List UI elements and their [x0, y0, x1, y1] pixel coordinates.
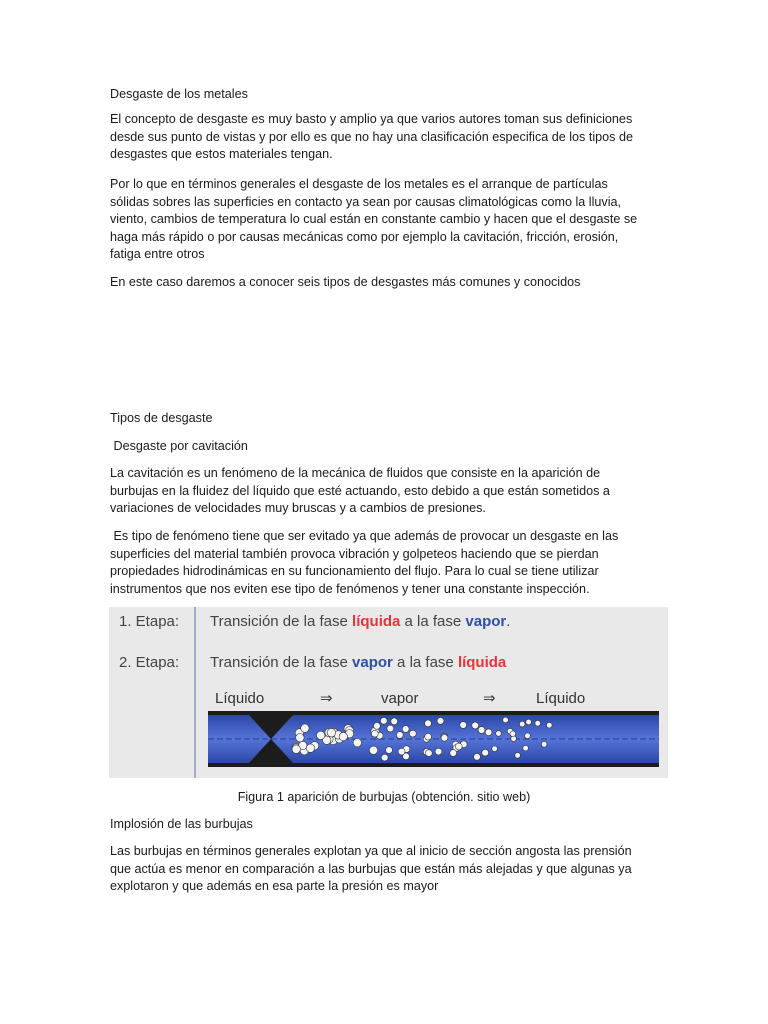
figure-caption: Figura 1 aparición de burbujas (obtención. sitio web): [237, 790, 531, 804]
text-line: desgastes que estos materiales tengan.: [110, 147, 333, 162]
bubble: [503, 717, 509, 723]
bubble: [519, 721, 525, 727]
bubble: [380, 717, 387, 724]
bubble: [402, 726, 409, 733]
bubble: [455, 743, 462, 750]
subsection-title: Desgaste por cavitación: [110, 439, 248, 453]
bubble: [515, 753, 521, 759]
paragraph-definition: [110, 176, 670, 264]
subsection-title: Implosión de las burbujas: [110, 817, 253, 831]
stage2-text: Transición de la fase vapor a la fase líquida: [210, 654, 507, 671]
bubble: [425, 733, 432, 740]
bubble: [391, 718, 398, 725]
text-line: Las burbujas en términos generales explotan ya que al inicio de sección angosta las prensión: [110, 844, 632, 858]
text-line: desde sus punto de vistas y por ello es que no hay una clasificación especifica de los tipos de: [110, 129, 633, 144]
bubble: [409, 730, 416, 737]
bubble: [525, 733, 531, 739]
flow-label-vapor: vapor: [381, 690, 419, 707]
flow-label-liquid-right: Líquido: [536, 690, 586, 707]
bubble: [306, 744, 314, 752]
text-line: explotaron y que además en esa parte la presión es mayor: [110, 879, 439, 894]
stage1-label: 1. Etapa:: [119, 613, 180, 630]
text-line: fatiga entre otros: [110, 247, 205, 262]
text-line: variaciones de velocidades muy bruscas y a cambios de presiones.: [110, 501, 486, 516]
flow-arrow-icon: ⇒: [320, 690, 333, 707]
bubble: [460, 722, 467, 729]
stage1-text: Transición de la fase líquida a la fase vapor.: [210, 613, 511, 630]
bubble: [547, 722, 553, 728]
flow-label-liquid-left: Líquido: [215, 690, 265, 707]
bubble: [441, 734, 448, 741]
paragraph-announcement: En este caso daremos a conocer seis tipos de desgastes más comunes y conocidos: [110, 275, 581, 289]
bubble: [450, 750, 457, 757]
bubble: [425, 720, 432, 727]
text-line: haga más rápido o por causas mecánicas como por ejemplo la cavitación, fricción, erosión,: [110, 229, 619, 244]
text-line: que actúa es menor en comparación a las burbujas que están más alejadas y que algunas ya: [110, 861, 632, 876]
bubble: [510, 731, 516, 737]
bubble: [541, 742, 547, 748]
bubble: [482, 749, 489, 756]
cavitation-diagram: [109, 607, 668, 778]
text-line: sólidas sobres las superficies en contacto ya sean por causas climatológicas como la lluvia,: [110, 194, 621, 209]
flow-arrow-icon: ⇒: [483, 690, 496, 707]
bubble: [374, 723, 381, 730]
bubble: [339, 732, 347, 740]
bubble: [381, 754, 388, 761]
stage2-label: 2. Etapa:: [119, 654, 180, 671]
text-line: superficies del material también provoca vibración y golpeteos haciendo que se pierdan: [110, 546, 599, 561]
bubble: [437, 718, 444, 725]
text-line: El concepto de desgaste es muy basto y amplio ya que varios autores toman sus definiciones: [110, 112, 633, 126]
bubble: [301, 724, 309, 732]
bubble: [317, 731, 325, 739]
bubble: [371, 730, 378, 737]
paragraph-intro: [110, 111, 670, 164]
bubble: [292, 745, 300, 753]
bubble: [369, 746, 377, 754]
bubble: [485, 729, 492, 736]
section-title: Tipos de desgaste: [110, 411, 213, 425]
bubble: [398, 748, 405, 755]
paragraph-implosion: [110, 843, 670, 896]
paragraph-cavitation: [110, 465, 670, 518]
bubble: [478, 727, 485, 734]
bubble: [496, 731, 502, 737]
bubble: [296, 734, 304, 742]
bubble: [387, 725, 394, 732]
paragraph-avoid: [110, 528, 670, 598]
text-line: instrumentos que nos eviten ese tipo de fenómenos y tener una constante inspección.: [110, 581, 590, 596]
bubble: [526, 719, 532, 725]
bubble: [425, 750, 432, 757]
bubble: [435, 748, 442, 755]
text-line: La cavitación es un fenómeno de la mecánica de fluidos que consiste en la aparición de: [110, 466, 601, 480]
text-line: Por lo que en términos generales el desgaste de los metales es el arranque de partículas: [110, 177, 608, 191]
cavitation-figure: [109, 607, 668, 778]
bubble: [523, 745, 529, 751]
bubble: [353, 739, 361, 747]
text-line: viento, cambios de temperatura lo cual están en constante cambio y hacen que el desgaste se: [110, 212, 638, 227]
text-line: propiedades hidrodinámicas en su funcionamiento del flujo. Para lo cual se tiene utilizar: [110, 564, 599, 579]
bubble: [396, 732, 403, 739]
bubble: [386, 747, 393, 754]
text-line: burbujas en la fluidez del líquido que esté actuando, esto debido a que están sometidos a: [110, 483, 610, 498]
bubble: [327, 729, 335, 737]
bubble: [474, 753, 481, 760]
bubble: [492, 746, 498, 752]
bubble: [472, 722, 479, 729]
bubble: [535, 721, 541, 727]
title: Desgaste de los metales: [110, 87, 248, 101]
text-line: Es tipo de fenómeno tiene que ser evitado ya que además de provocar un desgaste en las: [110, 529, 619, 543]
